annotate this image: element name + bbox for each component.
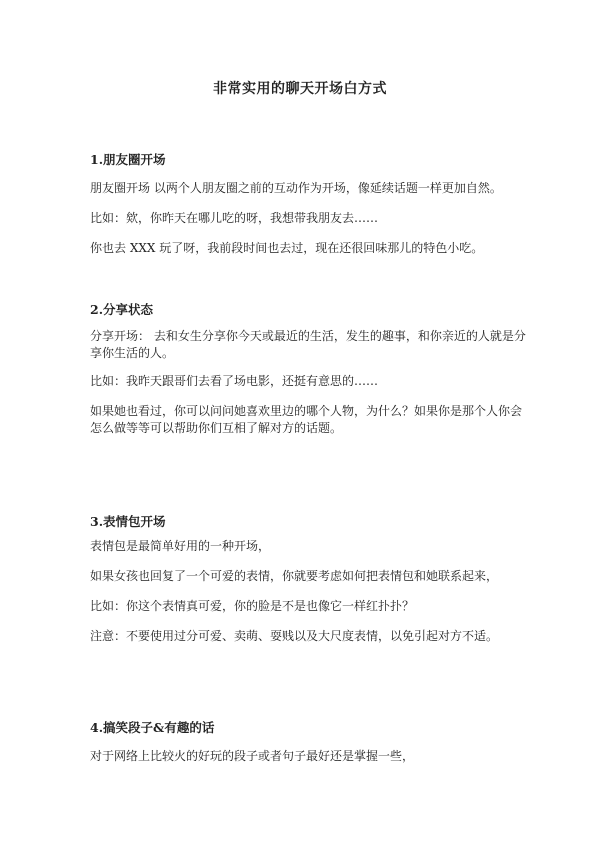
section-2-paragraph-3: 如果她也看过，你可以问问她喜欢里边的哪个人物，为什么？如果你是那个人你会怎么做等等可以帮助你们互相了解对方的话题。 (90, 404, 523, 435)
section-heading-2: 2.分享状态 (90, 302, 154, 317)
section-2-paragraph-1: 分享开场： 去和女生分享你今天或最近的生活，发生的趣事，和你亲近的人就是分享你生活的人。 (90, 329, 526, 360)
section-3-paragraph-3: 比如：你这个表情真可爱，你的脸是不是也像它一样红扑扑？ (90, 599, 415, 613)
section-3-paragraph-2: 如果女孩也回复了一个可爱的表情，你就要考虑如何把表情包和她联系起来， (90, 569, 499, 583)
section-2-paragraph-2: 比如：我昨天跟哥们去看了场电影，还挺有意思的…… (90, 374, 379, 388)
section-1-paragraph-3: 你也去 XXX 玩了呀，我前段时间也去过，现在还很回味那儿的特色小吃。 (90, 241, 484, 255)
section-heading-3: 3.表情包开场 (90, 514, 166, 529)
section-1-paragraph-2: 比如：欸，你昨天在哪儿吃的呀，我想带我朋友去…… (90, 211, 379, 225)
section-4-paragraph-1: 对于网络上比较火的好玩的段子或者句子最好还是掌握一些， (90, 749, 415, 763)
section-3-paragraph-4: 注意：不要使用过分可爱、卖萌、耍贱以及大尺度表情，以免引起对方不适。 (90, 629, 499, 643)
section-1-paragraph-1: 朋友圈开场 以两个人朋友圈之前的互动作为开场，像延续话题一样更加自然。 (90, 181, 502, 195)
section-3-paragraph-1: 表情包是最简单好用的一种开场， (90, 539, 271, 553)
section-heading-4: 4.搞笑段子&有趣的话 (90, 720, 215, 735)
page-title: 非常实用的聊天开场白方式 (213, 81, 387, 97)
section-heading-1: 1.朋友圈开场 (90, 152, 166, 167)
